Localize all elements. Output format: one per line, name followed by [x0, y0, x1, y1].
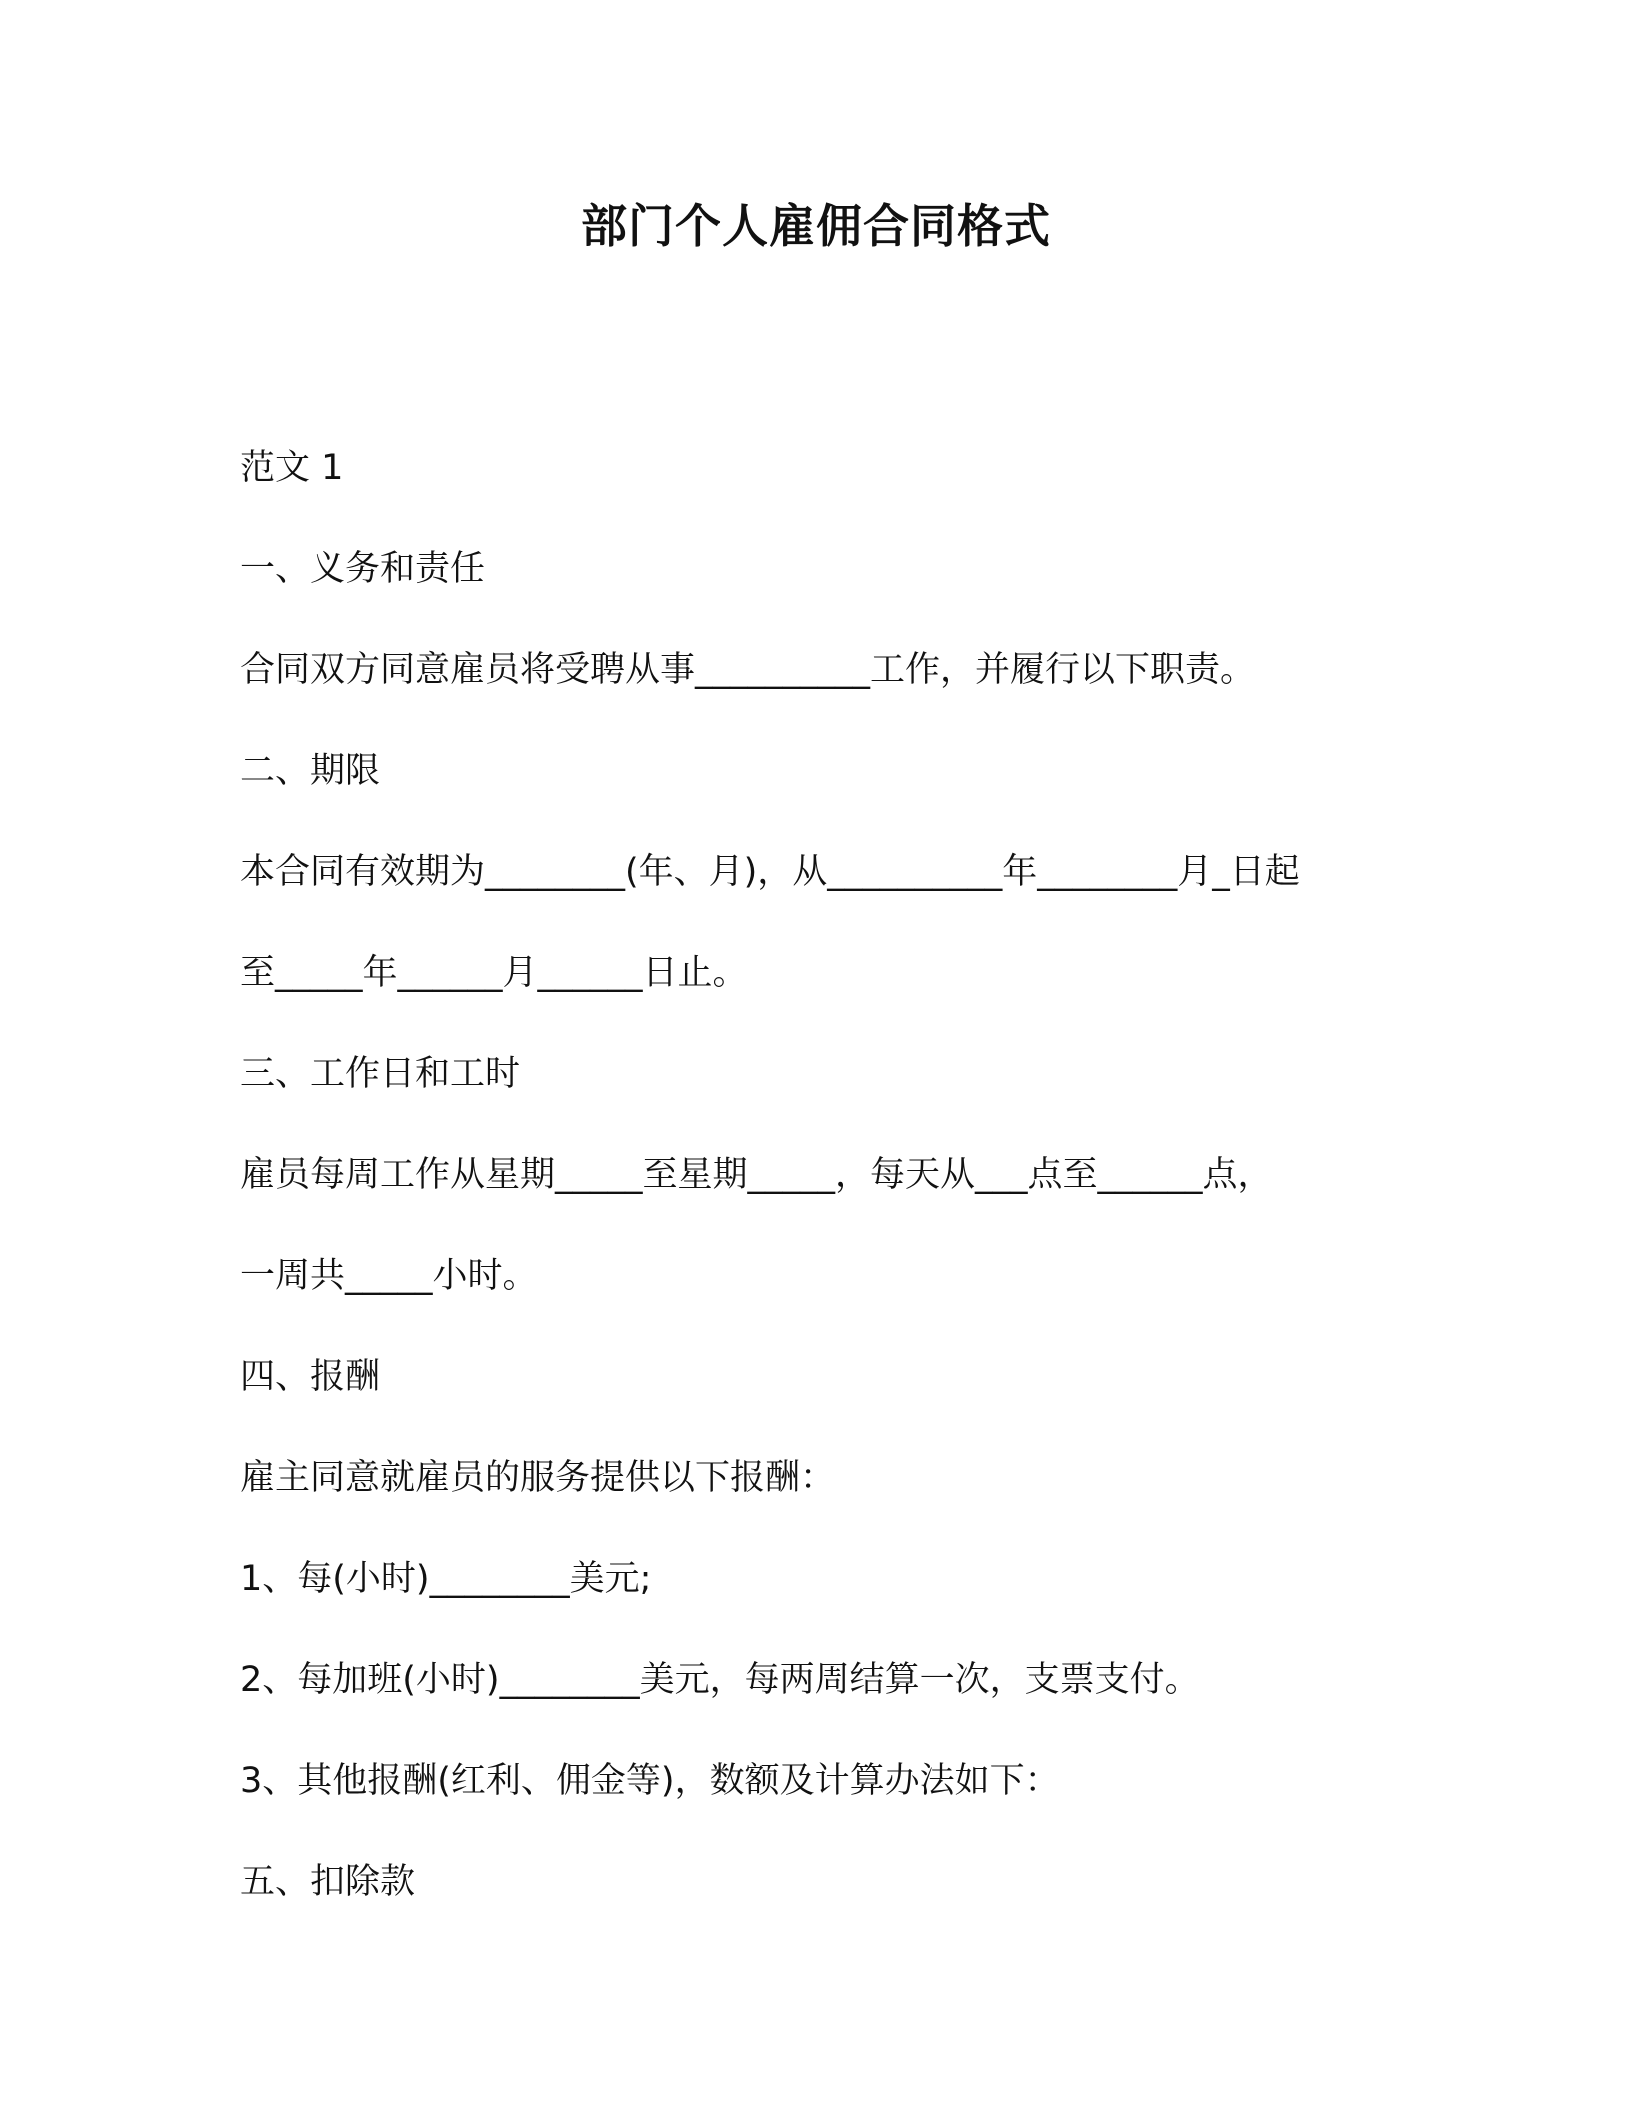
section-heading-duties: 一、义务和责任	[240, 549, 486, 589]
paragraph-term-line-2: 至_____年______月______日止。	[240, 953, 748, 993]
paragraph-term-line-1: 本合同有效期为________(年、月)，从__________年________月_日起	[240, 852, 1300, 892]
paragraph-hours-line-2: 一周共_____小时。	[240, 1256, 538, 1296]
sample-label: 范文 1	[240, 448, 344, 488]
paragraph-pay-intro: 雇主同意就雇员的服务提供以下报酬：	[240, 1458, 836, 1498]
list-item-other-pay: 3、其他报酬(红利、佣金等)，数额及计算办法如下：	[240, 1761, 1060, 1801]
section-heading-pay: 四、报酬	[240, 1357, 381, 1397]
section-heading-deductions: 五、扣除款	[240, 1862, 416, 1902]
paragraph-duties: 合同双方同意雇员将受聘从事__________工作，并履行以下职责。	[240, 650, 1256, 690]
list-item-overtime-pay: 2、每加班(小时)________美元，每两周结算一次，支票支付。	[240, 1660, 1200, 1700]
section-heading-hours: 三、工作日和工时	[240, 1054, 521, 1094]
document-title: 部门个人雇佣合同格式	[581, 199, 1051, 253]
list-item-hourly-pay: 1、每(小时)________美元;	[240, 1559, 652, 1599]
section-heading-term: 二、期限	[240, 751, 381, 791]
document-body	[240, 418, 1400, 1933]
paragraph-hours-line-1: 雇员每周工作从星期_____至星期_____，每天从___点至______点，	[240, 1155, 1273, 1195]
